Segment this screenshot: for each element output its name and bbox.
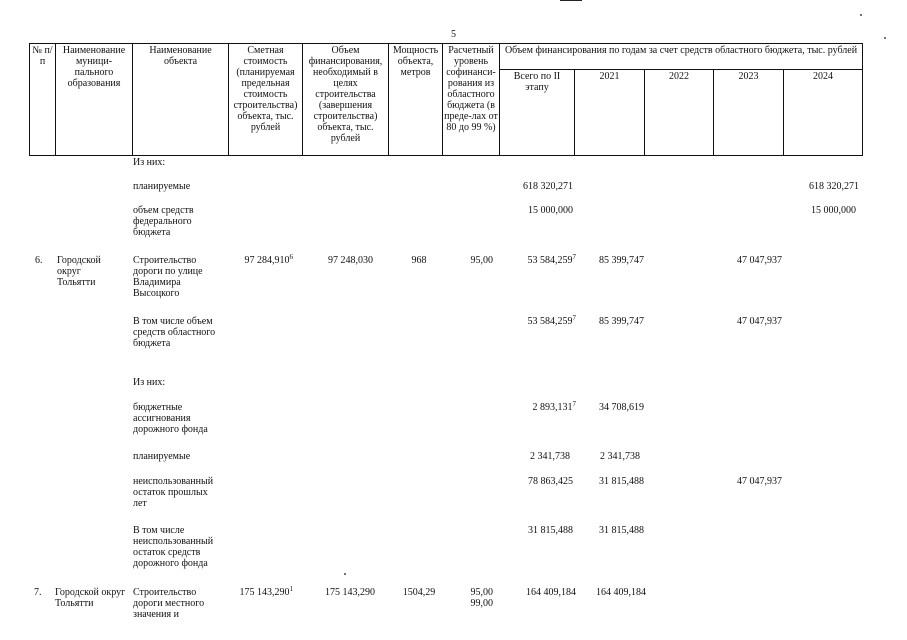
header-num: № п/п bbox=[30, 44, 56, 156]
row6-unused-road-2021: 31 815,488 bbox=[599, 525, 644, 536]
row6-region-2021: 85 399,747 bbox=[599, 316, 644, 327]
header-volume: Объем финансирования, необходимый в целях строительства (завершения строительства) объекта, тыс. рублей bbox=[303, 44, 389, 156]
row6-capacity: 968 bbox=[411, 255, 427, 266]
iz-nih-label-2: Из них: bbox=[133, 377, 166, 388]
row6-plan-total: 2 341,738 bbox=[530, 451, 570, 462]
row6-plan-2021: 2 341,738 bbox=[600, 451, 640, 462]
row6-budget-2021: 34 708,619 bbox=[599, 402, 644, 413]
row6-2023: 47 047,937 bbox=[737, 255, 782, 266]
row6-budget-total: 2 893,131$^7$ bbox=[532, 400, 576, 413]
top-edge-mark bbox=[560, 0, 582, 1]
header-level: Расчетный уровень софинанси-рования из областного бюджета (в преде-лах от 80 до 99 %) bbox=[443, 44, 500, 156]
row7-volume: 175 143,290 bbox=[325, 587, 375, 598]
header-capacity: Мощность объекта, метров bbox=[389, 44, 443, 156]
row6-total: 53 584,259$^7$ bbox=[527, 253, 576, 266]
row7-municipality: Городской округ Тольятти bbox=[55, 587, 126, 609]
row7-estimate: 175 143,290$^1$ bbox=[239, 585, 293, 598]
scan-speck bbox=[344, 573, 346, 575]
header-total: Всего по II этапу bbox=[500, 70, 575, 156]
table-header bbox=[29, 43, 863, 156]
row6-num: 6. bbox=[35, 255, 43, 266]
iz-nih-label: Из них: bbox=[133, 157, 166, 168]
row7-num: 7. bbox=[34, 587, 42, 598]
row6-unused-label: неиспользованный остаток прошлых лет bbox=[133, 476, 214, 509]
row6-municipality: Городской округ Тольятти bbox=[57, 255, 101, 288]
row7-object: Строительство дороги местного значения и bbox=[133, 587, 205, 620]
row6-unused-2021: 31 815,488 bbox=[599, 476, 644, 487]
federal-total: 15 000,000 bbox=[528, 205, 573, 216]
row6-region-label: В том числе объем средств областного бюджета bbox=[133, 316, 216, 349]
header-year-2021: 2021 bbox=[575, 70, 645, 156]
header-year-2023: 2023 bbox=[714, 70, 784, 156]
row7-level-b: 99,00 bbox=[470, 598, 493, 609]
header-municipality: Наименование муници-пального образования bbox=[56, 44, 133, 156]
row6-region-2023: 47 047,937 bbox=[737, 316, 782, 327]
row6-unused-total: 78 863,425 bbox=[528, 476, 573, 487]
row6-object: Строительство дороги по улице Владимира Высоцкого bbox=[133, 255, 203, 299]
row6-unused-road-total: 31 815,488 bbox=[528, 525, 573, 536]
row6-unused-road-label: В том числе неиспользованный остаток средств дорожного фонда bbox=[133, 525, 214, 569]
federal-label: объем средств федерального бюджета bbox=[133, 205, 194, 238]
row6-volume: 97 248,030 bbox=[328, 255, 373, 266]
header-year-2022: 2022 bbox=[645, 70, 714, 156]
row6-budget-label: бюджетные ассигнования дорожного фонда bbox=[133, 402, 208, 435]
row6-estimate: 97 284,910$^6$ bbox=[244, 253, 293, 266]
scan-speck bbox=[860, 14, 862, 16]
header-year-2024: 2024 bbox=[784, 70, 863, 156]
planned-2024: 618 320,271 bbox=[809, 181, 859, 192]
page-number: 5 bbox=[451, 29, 456, 40]
planned-total: 618 320,271 bbox=[523, 181, 573, 192]
row6-level: 95,00 bbox=[470, 255, 493, 266]
row6-unused-2023: 47 047,937 bbox=[737, 476, 782, 487]
row6-plan-label: планируемые bbox=[133, 451, 191, 462]
row7-level-a: 95,00 bbox=[470, 587, 493, 598]
planned-label: планируемые bbox=[133, 181, 191, 192]
row6-2021: 85 399,747 bbox=[599, 255, 644, 266]
row7-total: 164 409,184 bbox=[526, 587, 576, 598]
row7-capacity: 1504,29 bbox=[402, 587, 436, 598]
row7-2021: 164 409,184 bbox=[596, 587, 646, 598]
header-estimate: Сметная стоимость (планируемая предельная стоимость строительства) объекта, тыс. рублей bbox=[229, 44, 303, 156]
row6-region-total: 53 584,259$^7$ bbox=[527, 314, 576, 327]
header-years-group: Объем финансирования по годам за счет средств областного бюджета, тыс. рублей bbox=[500, 44, 863, 70]
federal-2024: 15 000,000 bbox=[811, 205, 856, 216]
header-object: Наименование объекта bbox=[133, 44, 229, 156]
